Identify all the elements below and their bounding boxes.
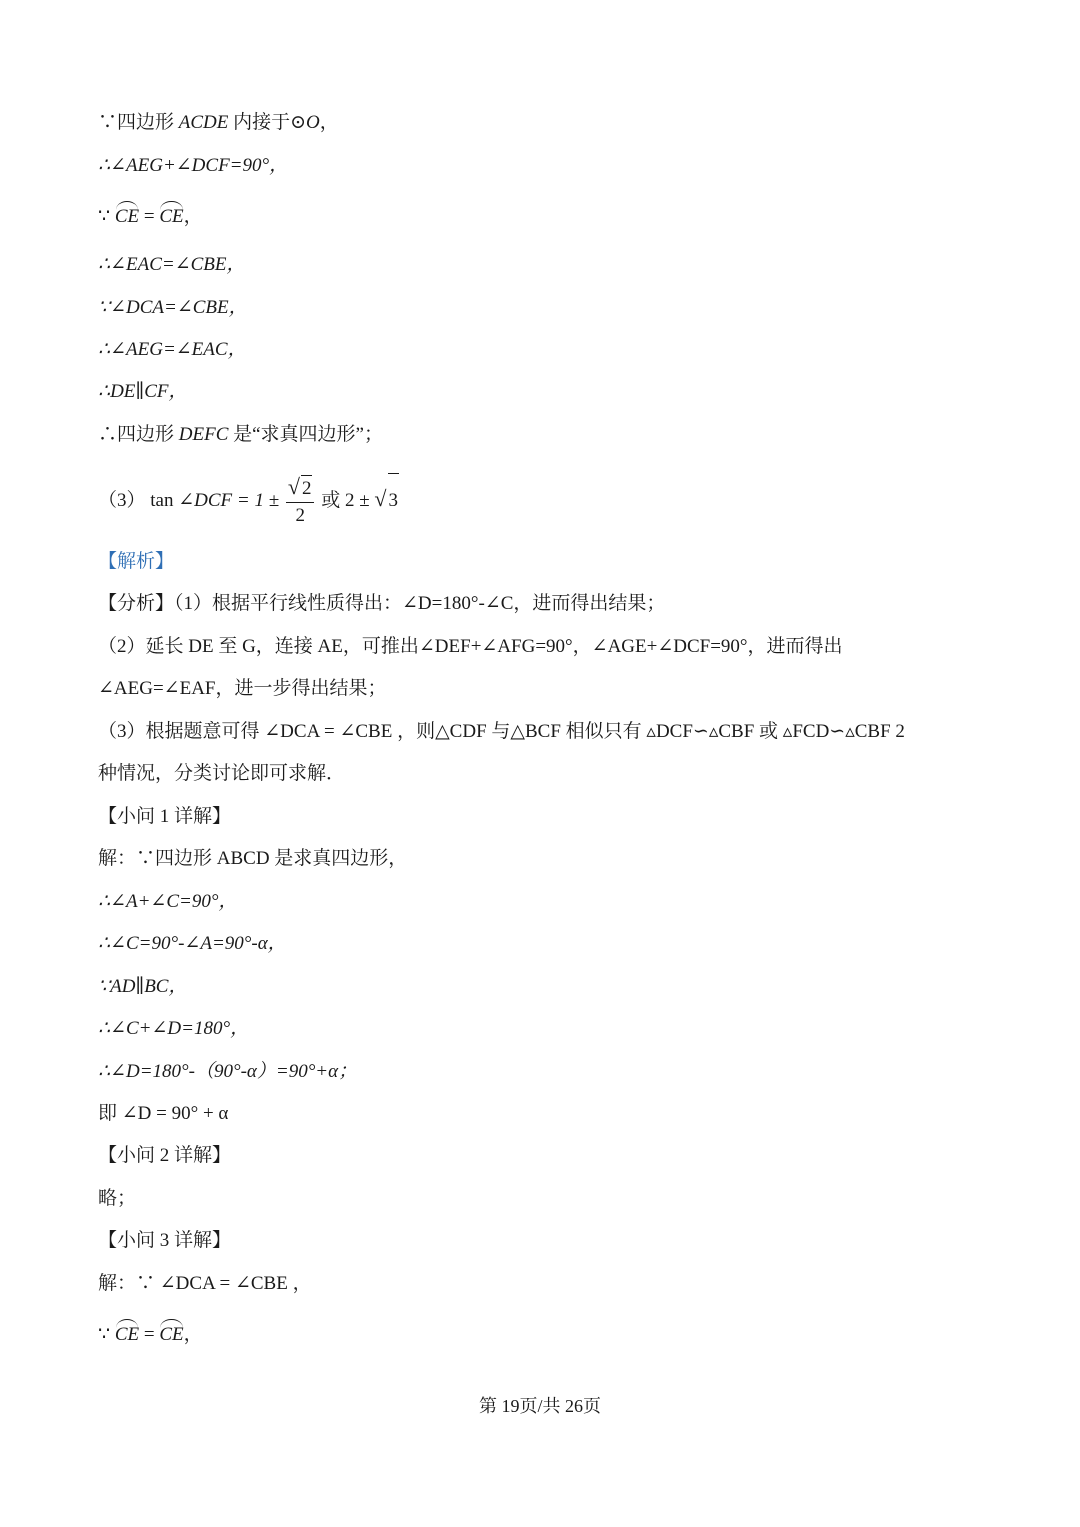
proof-line-1: ∵四边形 ACDE 内接于⊙O，: [98, 112, 339, 133]
solution-line-8: 略；: [98, 1188, 137, 1209]
solution-line-1: 解：∵四边形 ABCD 是求真四边形，: [98, 848, 408, 869]
arc-ce: CE: [114, 206, 140, 227]
solution-line-4: ∵AD∥BC，: [98, 976, 188, 997]
solution-line-2: ∴∠A+∠C=90°，: [98, 891, 238, 912]
proof-line-5: ∵∠DCA=∠CBE，: [98, 297, 248, 318]
analysis-line-1: 【分析】（1）根据平行线性质得出：∠D=180°-∠C，进而得出结果；: [98, 593, 666, 614]
proof-line-7: ∴DE∥CF，: [98, 381, 188, 402]
analysis-line-2: （2）延长 DE 至 G，连接 AE，可推出∠DEF+∠AFG=90°，∠AGE+∠DCF=90°，进而得出: [98, 636, 843, 657]
proof-line-3: ∵ CE = CE，: [98, 206, 203, 227]
proof-line-8: ∴四边形 DEFC 是“求真四边形”；: [98, 424, 383, 445]
subquestion-2-heading: 【小问 2 详解】: [98, 1145, 232, 1166]
page-footer: 第 19页/共 26页: [478, 1396, 601, 1416]
solution-line-6: ∴∠D=180°-（90°-α）=90°+α；: [98, 1061, 358, 1082]
proof-line-4: ∴∠EAC=∠CBE，: [98, 254, 246, 275]
proof-line-2: ∴∠AEG+∠DCF=90°，: [98, 155, 289, 176]
solution-line-3: ∴∠C=90°-∠A=90°-α，: [98, 933, 287, 954]
analysis-line-3: ∠AEG=∠EAF，进一步得出结果；: [98, 678, 387, 699]
solution-line-10: ∵ CE = CE，: [98, 1324, 203, 1345]
solution-line-9: 解：∵ ∠DCA = ∠CBE ，: [98, 1273, 312, 1294]
analysis-heading: 【解析】: [98, 551, 175, 572]
subquestion-1-heading: 【小问 1 详解】: [98, 806, 232, 827]
analysis-line-4: （3）根据题意可得 ∠DCA = ∠CBE ，则△CDF 与△BCF 相似只有 ▵DCF∽▵CBF 或 ▵FCD∽▵CBF 2: [98, 721, 905, 742]
solution-line-7: 即 ∠D = 90° + α: [98, 1103, 229, 1124]
subquestion-3-heading: 【小问 3 详解】: [98, 1230, 232, 1251]
analysis-line-5: 种情况，分类讨论即可求解．: [98, 763, 346, 784]
solution-line-5: ∴∠C+∠D=180°，: [98, 1018, 250, 1039]
fraction: $\frac{√ 2}{2}$: [286, 474, 315, 529]
proof-line-6: ∴∠AEG=∠EAC，: [98, 339, 247, 360]
arc-ce: CE: [114, 1324, 140, 1345]
arc-ce: CE: [159, 206, 184, 227]
arc-ce: CE: [159, 1324, 184, 1345]
answer-3: （3） tan ∠DCF = 1 ± $\frac{√ 2}{2}$ 或 2 ± √ 3: [98, 472, 399, 529]
